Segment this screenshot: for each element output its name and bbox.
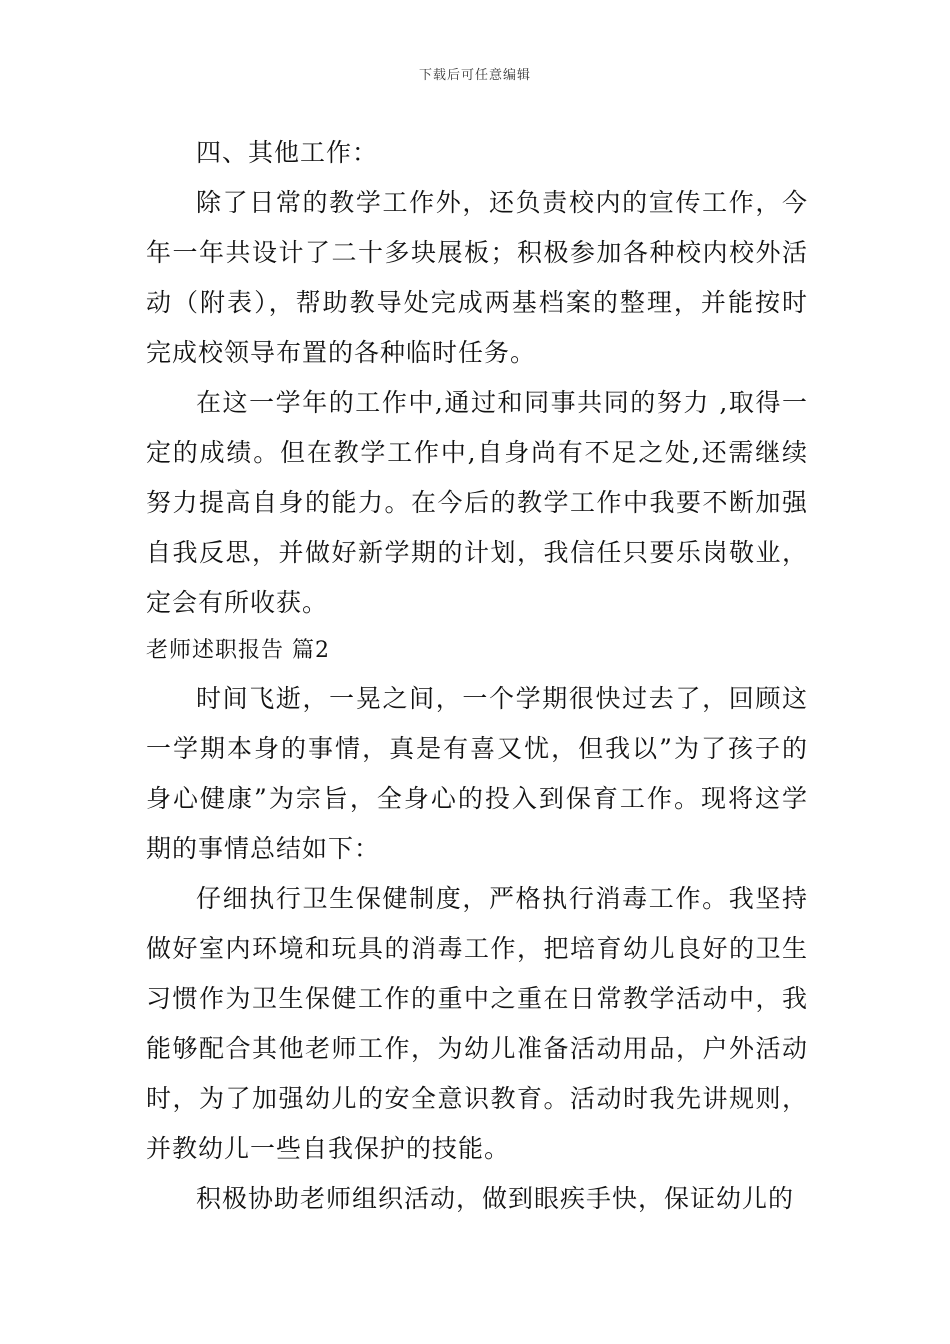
- report-title: 老师述职报告 篇2: [146, 638, 330, 663]
- header-note: 下载后可任意编辑: [418, 68, 531, 83]
- section-heading: 四、其他工作：: [196, 138, 379, 167]
- document-body: [146, 128, 808, 1224]
- paragraph-intro: 时间飞逝，一晃之间，一个学期很快过去了，回顾这一学期本身的事情，真是有喜又忧，但我以”为了孩子的身心健康”为宗旨，全身心的投入到保育工作。现将这学期的事情总结如下：: [146, 684, 808, 863]
- paragraph-assist: 积极协助老师组织活动，做到眼疾手快，保证幼儿的: [196, 1184, 795, 1213]
- paragraph-other-work: 除了日常的教学工作外，还负责校内的宣传工作，今年一年共设计了二十多块展板；积极参加各种校内校外活动（附表），帮助教导处完成两基档案的整理，并能按时完成校领导布置的各种临时任务。: [146, 188, 808, 367]
- paragraph-summary: 在这一学年的工作中,通过和同事共同的努力 ,取得一定的成绩。但在教学工作中,自身尚有不足之处,还需继续努力提高自身的能力。在今后的教学工作中我要不断加强自我反思，并做好新学期的计划，我信任只要乐岗敬业，定会有所收获。: [146, 388, 808, 617]
- paragraph-hygiene: 仔细执行卫生保健制度，严格执行消毒工作。我坚持做好室内环境和玩具的消毒工作，把培育幼儿良好的卫生习惯作为卫生保健工作的重中之重在日常教学活动中，我能够配合其他老师工作，为幼儿准备活动用品，户外活动时，为了加强幼儿的安全意识教育。活动时我先讲规则，并教幼儿一些自我保护的技能。: [146, 884, 808, 1163]
